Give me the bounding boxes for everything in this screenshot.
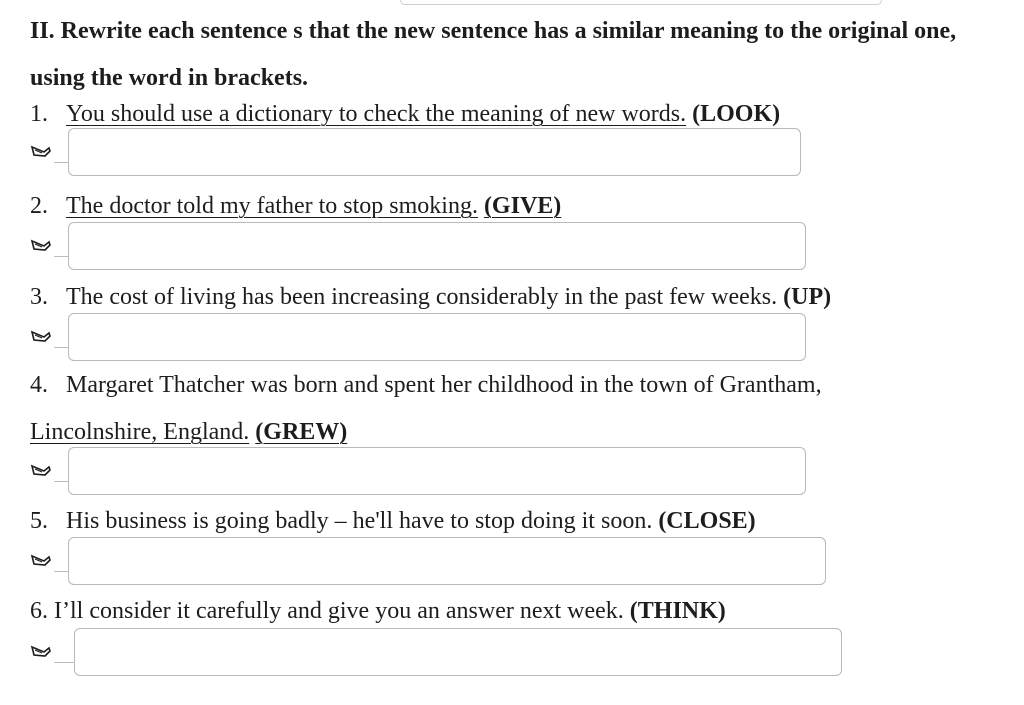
question-4: [30, 370, 822, 400]
question-number: 2.: [30, 193, 48, 219]
writing-hand-icon: [30, 462, 52, 480]
question-number: 1.: [30, 101, 48, 127]
writing-hand-icon: [30, 643, 52, 661]
question-3: [30, 282, 831, 312]
question-number: 6.: [30, 598, 48, 624]
writing-hand-icon: [30, 552, 52, 570]
answer-input-1[interactable]: [68, 128, 801, 176]
keyword: (LOOK): [692, 101, 781, 127]
answer-input-4[interactable]: [68, 447, 806, 495]
question-text: His business is going badly – he'll have to stop doing it soon.: [66, 508, 653, 534]
question-text-continued: Lincolnshire, England.: [30, 419, 250, 445]
question-2: [30, 191, 561, 221]
answer-input-5[interactable]: [68, 537, 826, 585]
question-text: I’ll consider it carefully and give you an answer next week.: [54, 598, 624, 624]
keyword: (THINK): [629, 598, 726, 624]
question-number: 3.: [30, 284, 48, 310]
exercise-heading: II. Rewrite each sentence s that the new sentence has a similar meaning to the original one, using the word in brackets.: [30, 18, 957, 91]
keyword: (GIVE): [483, 193, 562, 219]
keyword: (CLOSE): [658, 508, 756, 534]
question-text: The doctor told my father to stop smoking.: [66, 193, 478, 219]
writing-hand-icon: [30, 328, 52, 346]
question-text: Margaret Thatcher was born and spent her childhood in the town of Grantham,: [66, 372, 822, 398]
writing-hand-icon: [30, 143, 52, 161]
keyword: (UP): [783, 284, 832, 310]
question-6: [30, 596, 726, 626]
question-number: 5.: [30, 508, 48, 534]
answer-input-2[interactable]: [68, 222, 806, 270]
question-number: 4.: [30, 372, 48, 398]
answer-input-3[interactable]: [68, 313, 806, 361]
answer-input-6[interactable]: [74, 628, 842, 676]
question-text: You should use a dictionary to check the meaning of new words.: [66, 101, 687, 127]
previous-box-edge: [400, 0, 882, 5]
writing-hand-icon: [30, 237, 52, 255]
question-5: [30, 506, 756, 536]
question-1: [30, 99, 780, 129]
keyword: (GREW): [255, 419, 348, 445]
question-4-continued: [30, 417, 347, 447]
question-text: The cost of living has been increasing considerably in the past few weeks.: [66, 284, 778, 310]
